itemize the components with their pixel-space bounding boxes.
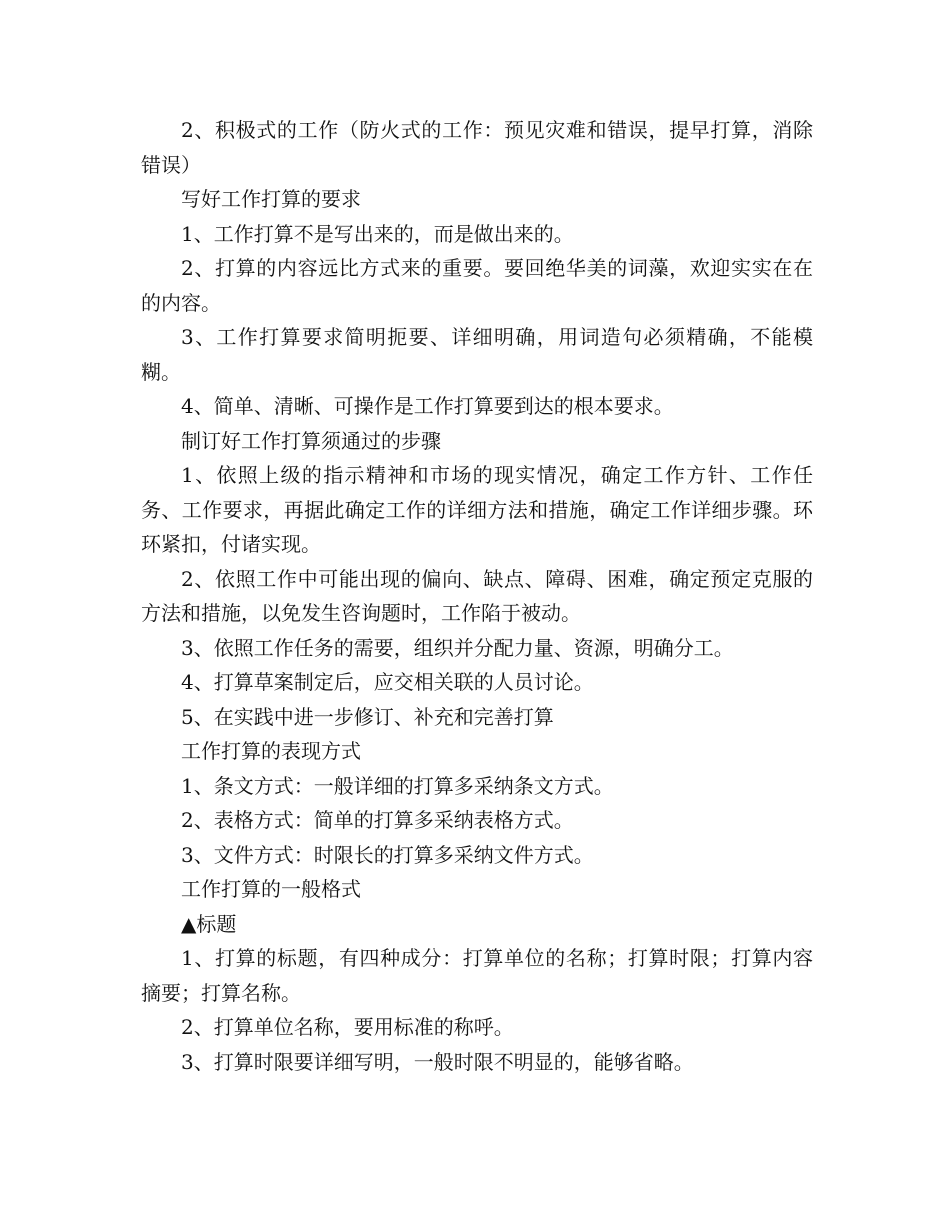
- paragraph: 2、表格方式：简单的打算多采纳表格方式。: [181, 808, 574, 832]
- paragraph: 2、打算单位名称，要用标准的称呼。: [181, 1015, 514, 1039]
- paragraph: 1、工作打算不是写出来的，而是做出来的。: [181, 221, 574, 246]
- paragraph: 4、打算草案制定后，应交相关联的人员讨论。: [181, 670, 594, 694]
- paragraph: 1、条文方式：一般详细的打算多采纳条文方式。: [181, 773, 614, 798]
- paragraph: 4、简单、清晰、可操作是工作打算要到达的根本要求。: [181, 394, 674, 418]
- document-body: [141, 113, 813, 1079]
- paragraph: 2、积极式的工作（防火式的工作：预见灾难和错误，提早打算，消除错误）: [141, 118, 813, 177]
- section-heading: ▲标题: [181, 911, 237, 936]
- paragraph: 2、打算的内容远比方式来的重要。要回绝华美的词藻，欢迎实实在在的内容。: [141, 256, 813, 315]
- section-heading: 工作打算的表现方式: [181, 739, 361, 763]
- section-heading: 工作打算的一般格式: [181, 877, 361, 901]
- section-heading: 写好工作打算的要求: [181, 187, 361, 211]
- paragraph: 1、打算的标题，有四种成分：打算单位的名称；打算时限；打算内容摘要；打算名称。: [141, 946, 813, 1005]
- paragraph: 1、依照上级的指示精神和市场的现实情况，确定工作方针、工作任务、工作要求，再据此确定工作的详细方法和措施，确定工作详细步骤。环环紧扣，付诸实现。: [141, 463, 813, 556]
- paragraph: 3、工作打算要求简明扼要、详细明确，用词造句必须精确，不能模糊。: [141, 325, 813, 384]
- paragraph: 2、依照工作中可能出现的偏向、缺点、障碍、困难，确定预定克服的方法和措施，以免发生咨询题时，工作陷于被动。: [141, 566, 813, 625]
- paragraph: 3、文件方式：时限长的打算多采纳文件方式。: [181, 842, 594, 867]
- paragraph: 3、依照工作任务的需要，组织并分配力量、资源，明确分工。: [181, 635, 734, 660]
- paragraph: 3、打算时限要详细写明，一般时限不明显的，能够省略。: [181, 1049, 694, 1074]
- paragraph: 5、在实践中进一步修订、补充和完善打算: [181, 704, 554, 729]
- section-heading: 制订好工作打算须通过的步骤: [181, 428, 441, 453]
